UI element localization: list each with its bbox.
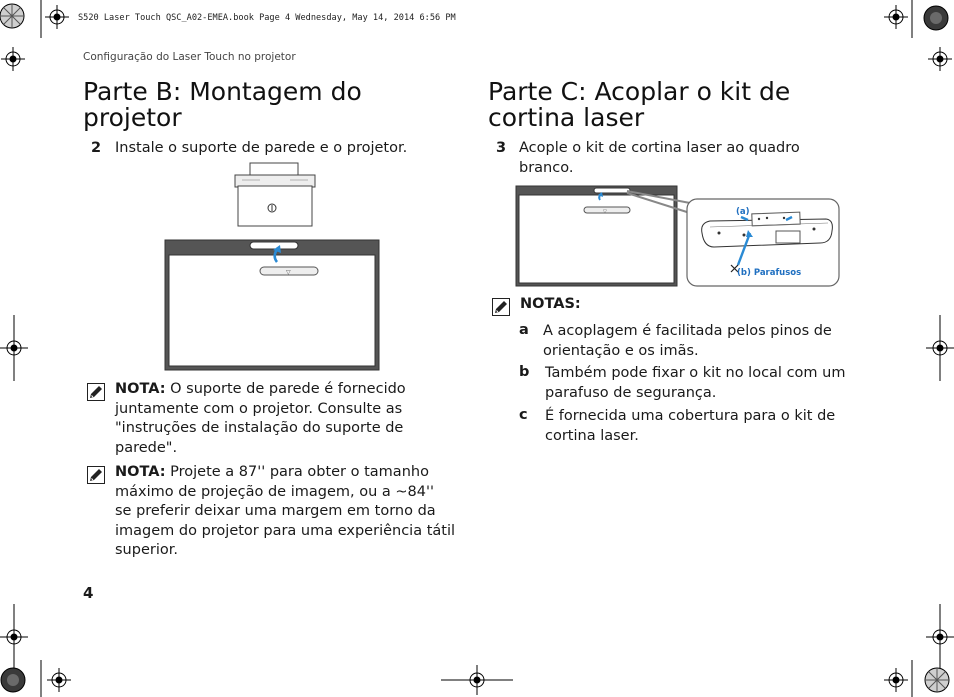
title-line: Parte C: Acoplar o kit de [488, 77, 791, 106]
svg-text:▽: ▽ [603, 209, 607, 215]
note-label: NOTA: [115, 464, 166, 480]
note-text: O suporte de parede é fornecido juntamente com o projetor. Consulte as "instruções de instalação do suporte de parede". [115, 381, 406, 456]
registration-mark-icon [884, 5, 908, 29]
note-2 [115, 463, 455, 561]
svg-text:▽: ▽ [286, 269, 291, 276]
color-wheel-icon [924, 6, 948, 30]
list-letter: c [519, 407, 528, 423]
callout-a-label: (a) [736, 207, 750, 217]
registration-mark-icon [441, 665, 513, 695]
running-head: Configuração do Laser Touch no projetor [83, 51, 296, 63]
step-text: Instale o suporte de parede e o projetor. [115, 140, 408, 156]
list-letter: b [519, 364, 530, 380]
title-line: Parte B: Montagem do [83, 77, 362, 106]
notes-list [488, 322, 868, 452]
left-section-title [83, 79, 362, 131]
registration-mark-icon [884, 668, 908, 692]
registration-mark-icon [926, 315, 954, 381]
registration-mark-icon [928, 47, 952, 71]
color-wheel-icon [1, 668, 25, 692]
right-section-title [488, 79, 790, 131]
color-wheel-icon [0, 4, 24, 28]
list-letter: a [519, 322, 529, 338]
print-header: S520 Laser Touch QSC_A02-EMEA.book Page 4 Wednesday, May 14, 2014 6:56 PM [78, 13, 456, 23]
note-pencil-icon [492, 298, 510, 316]
title-line: projetor [83, 103, 182, 132]
list-item: A acoplagem é facilitada pelos pinos de orientação e os imãs. [543, 323, 832, 359]
color-wheel-icon [925, 668, 949, 692]
note-pencil-icon [87, 466, 105, 484]
registration-mark-icon [45, 5, 69, 29]
list-item: Também pode fixar o kit no local com um parafuso de segurança. [545, 365, 846, 401]
notes-label: NOTAS: [520, 296, 581, 312]
callout-b-label: (b) Parafusos [737, 268, 802, 278]
page-number: 4 [83, 584, 94, 602]
note-label: NOTA: [115, 381, 166, 397]
registration-mark-icon [47, 668, 71, 692]
projector-mount-illustration [160, 160, 385, 375]
note-1 [115, 380, 455, 458]
title-line: cortina laser [488, 103, 645, 132]
note-pencil-icon [87, 383, 105, 401]
registration-mark-icon [926, 604, 954, 670]
step-number: 2 [91, 140, 102, 156]
step-number: 3 [496, 140, 507, 156]
registration-mark-icon [1, 47, 25, 71]
list-item: É fornecida uma cobertura para o kit de cortina laser. [545, 408, 836, 444]
registration-mark-icon [0, 315, 28, 381]
note-text: Projete a 87'' para obter o tamanho máximo de projeção de imagem, ou a ~84'' se preferir deixar uma margem em torno da imagem do projetor para uma experiência tátil superior. [115, 464, 456, 559]
registration-mark-icon [0, 604, 28, 670]
step-text: Acople o kit de cortina laser ao quadro branco. [519, 140, 800, 176]
